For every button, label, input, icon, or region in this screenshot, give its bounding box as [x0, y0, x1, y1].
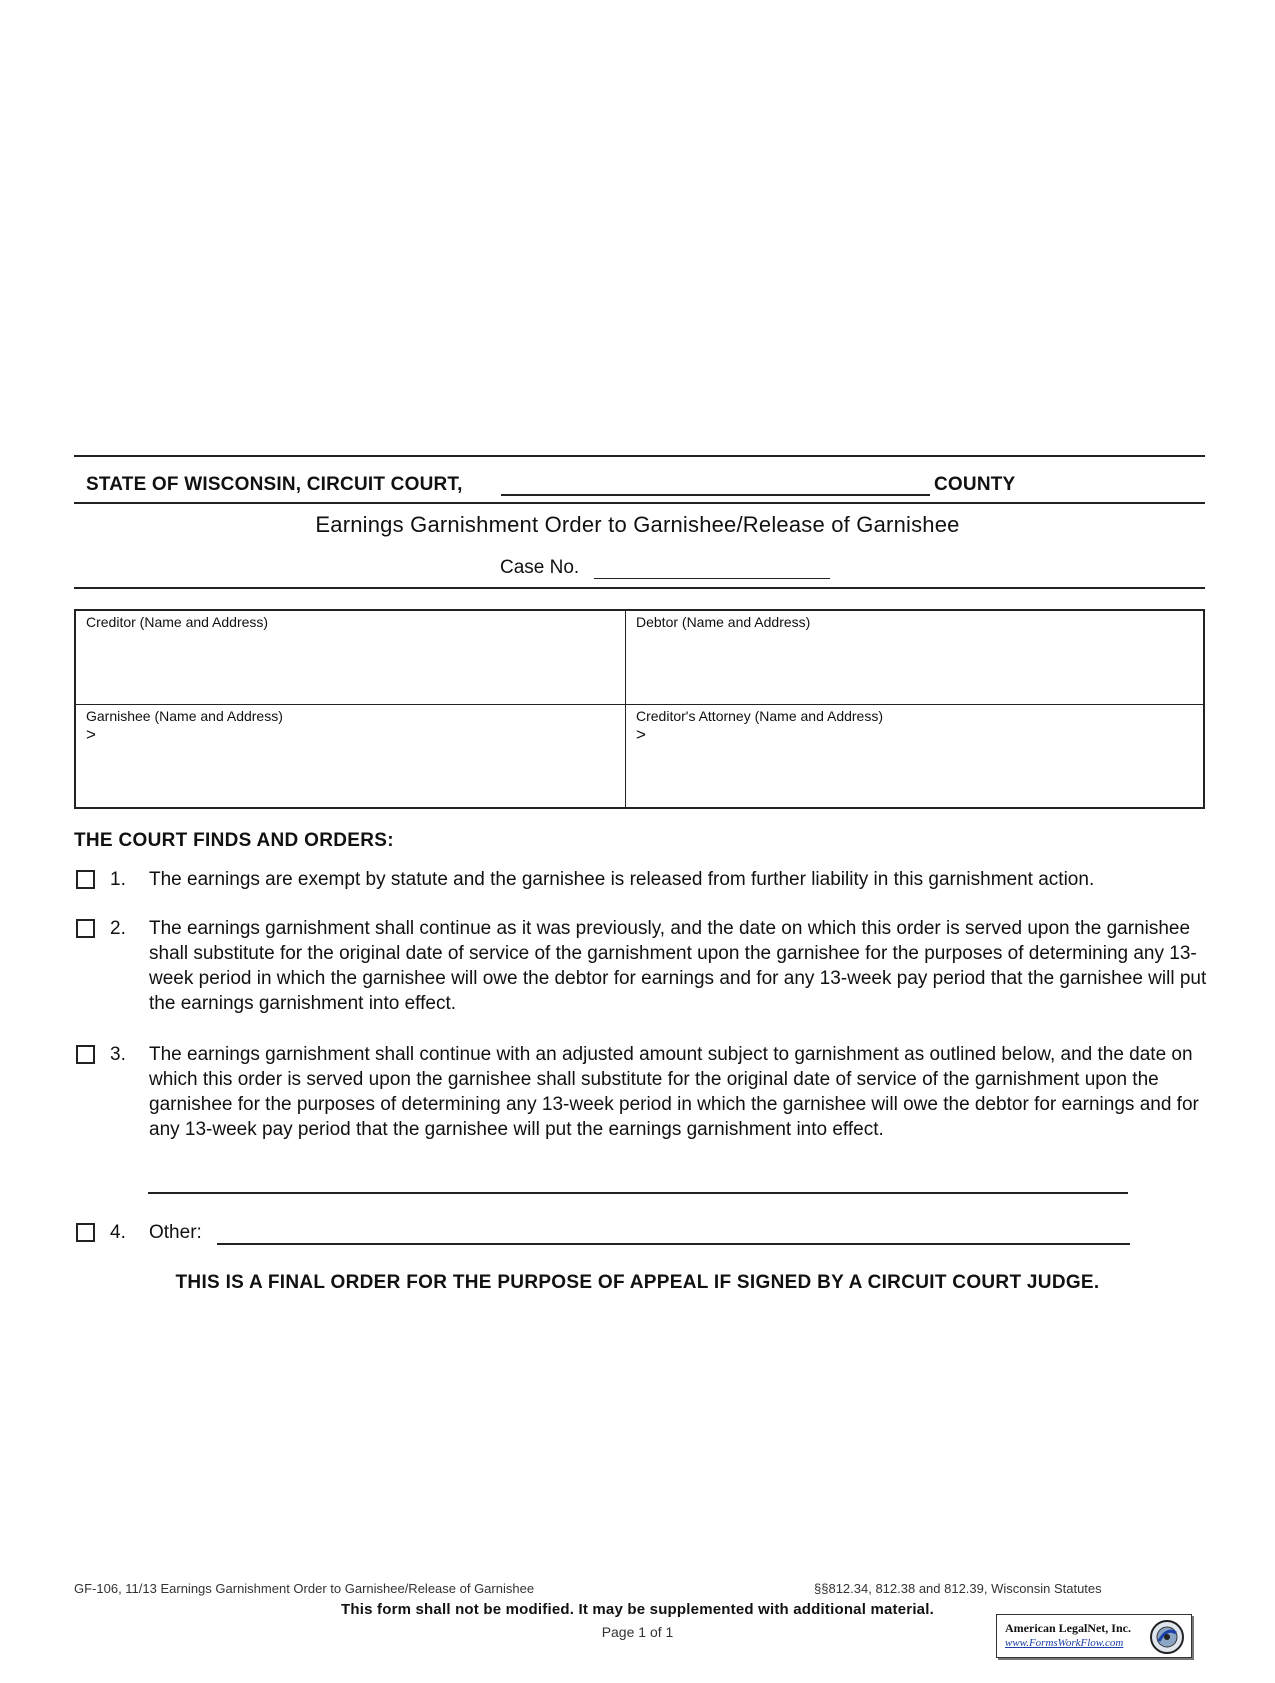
court-header [86, 474, 1216, 502]
debtor-label: Debtor (Name and Address) [636, 614, 811, 630]
garnishee-label: Garnishee (Name and Address) [86, 708, 283, 724]
parties-table [74, 609, 1205, 809]
header-rule [74, 502, 1205, 504]
case-number-field[interactable] [594, 578, 830, 579]
order-2-number: 2. [110, 918, 126, 939]
footer-statutes: §§812.34, 812.38 and 812.39, Wisconsin Statutes [814, 1581, 1102, 1596]
order-2-text: The earnings garnishment shall continue as it was previously, and the date on which this order is served upon the garnishee shall substitute for the original date of service of the garnishment upon the garnishee for the purposes of determining any 13-week period in which the garnishee will owe the debtor for earnings and for any 13-week pay period that the garnishee will put the earnings garnishment into effect. [149, 918, 1207, 1014]
debtor-cell[interactable] [626, 611, 1203, 704]
order-item-1 [74, 867, 1214, 893]
order-3-number: 3. [110, 1044, 126, 1065]
footer-page-number: Page 1 of 1 [601, 1624, 674, 1640]
footer-notice: This form shall not be modified. It may be supplemented with additional material. [341, 1601, 934, 1618]
case-number-label: Case No. [500, 557, 580, 578]
publisher-badge[interactable] [996, 1614, 1192, 1658]
attorney-marker: > [636, 725, 646, 744]
order-item-2 [74, 916, 1214, 1018]
court-label: STATE OF WISCONSIN, CIRCUIT COURT, [86, 474, 463, 495]
order-4-text: Other: [149, 1222, 202, 1243]
garnishee-cell[interactable] [76, 705, 625, 807]
county-label: COUNTY [934, 474, 1016, 495]
footer-form-id: GF-106, 11/13 Earnings Garnishment Order to Garnishee/Release of Garnishee [74, 1581, 535, 1596]
form-title: Earnings Garnishment Order to Garnishee/Release of Garnishee [315, 512, 960, 537]
publisher-logo-icon [1149, 1619, 1185, 1655]
attorney-cell[interactable] [626, 705, 1203, 807]
attorney-label: Creditor's Attorney (Name and Address) [636, 708, 884, 724]
other-field[interactable] [217, 1243, 1130, 1245]
adjusted-amount-field[interactable] [148, 1192, 1128, 1194]
order-4-number: 4. [110, 1222, 126, 1243]
order-1-number: 1. [110, 869, 126, 890]
order-4-checkbox[interactable] [76, 1223, 95, 1242]
order-3-text: The earnings garnishment shall continue with an adjusted amount subject to garnishment as outlined below, and the date on which this order is served upon the garnishee shall substitute for the original date of service of the garnishment upon the garnishee for the purposes of determining any 13-week period in which the garnishee will owe the debtor for earnings and for any 13-week pay period that the garnishee will put the earnings garnishment into effect. [149, 1044, 1199, 1140]
order-item-3 [74, 1042, 1214, 1170]
top-rule [74, 455, 1205, 457]
order-2-checkbox[interactable] [76, 919, 95, 938]
creditor-cell[interactable] [76, 611, 625, 704]
final-order-notice: THIS IS A FINAL ORDER FOR THE PURPOSE OF APPEAL IF SIGNED BY A CIRCUIT COURT JUDGE. [175, 1272, 1100, 1293]
order-1-text: The earnings are exempt by statute and the garnishee is released from further liability in this garnishment action. [149, 869, 1095, 890]
order-1-checkbox[interactable] [76, 870, 95, 889]
creditor-label: Creditor (Name and Address) [86, 614, 269, 630]
county-field[interactable] [501, 494, 930, 496]
publisher-url[interactable]: www.FormsWorkFlow.com [1005, 1637, 1124, 1649]
findings-heading: THE COURT FINDS AND ORDERS: [74, 830, 394, 851]
publisher-name: American LegalNet, Inc. [1005, 1621, 1131, 1635]
title-rule [74, 587, 1205, 589]
order-3-checkbox[interactable] [76, 1045, 95, 1064]
garnishee-marker: > [86, 725, 96, 744]
